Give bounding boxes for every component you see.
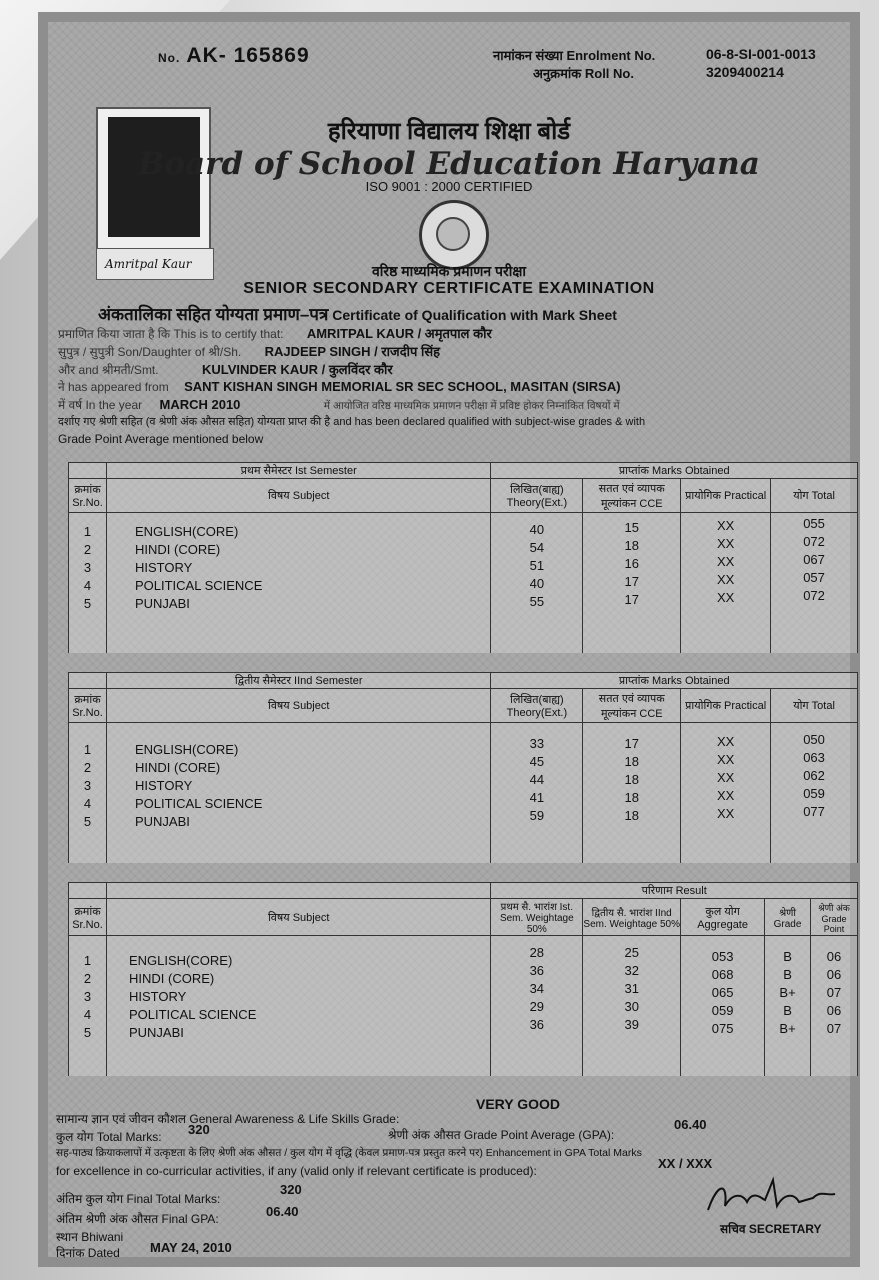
enrolment-label: नामांकन संख्या Enrolment No. [493, 48, 656, 63]
date-label: दिनांक Dated [56, 1246, 120, 1260]
gpa-value: 06.40 [674, 1117, 707, 1132]
table-row: PUNJABI [134, 814, 190, 829]
result-header: परिणाम Result [491, 883, 858, 899]
secretary-label: सचिव SECRETARY [720, 1222, 822, 1236]
exam-title-english: SENIOR SECONDARY CERTIFICATE EXAMINATION [243, 280, 655, 297]
student-signature: Amritpal Kaur [96, 248, 214, 280]
mother-line: और and श्रीमती/Smt. KULVINDER KAUR / कुलविंदर कौर [58, 362, 393, 377]
board-name-hindi: हरियाणा विद्यालय शिक्षा बोर्ड [327, 118, 571, 145]
enhancement-label: सह-पाठ्य क्रियाकलापों में उत्कृष्टता के लिए श्रेणी अंक औसत / कुल योग में वृद्धि (केवल प्रमाण-पत्र प्रस्तुत करने पर) Enhancement in GPA Total Marks [56, 1147, 642, 1159]
semester-2-table: द्वितीय सैमेस्टर IInd Semester प्राप्तांक Marks Obtained क्रमांक Sr.No. विषय Subject लिखित(बाह्य) Theory(Ext.) सतत एवं व्यापक मूल्यांकन CCE प्रायोगिक Practical योग Total 1 2 3 4 5 ENGLISH(CORE) HINDI (CORE) HISTORY POLITICAL SCIENCE PUNJABI 33 45 44 41 59 17 18 18 18 18 XX XX XX XX XX 050 063 062 059 077 [68, 672, 858, 863]
enrolment-value: 06-8-SI-001-0013 [706, 46, 816, 62]
final-total-value: 320 [280, 1182, 302, 1197]
certificate [38, 12, 860, 1267]
table-row: POLITICAL SCIENCE [128, 1007, 257, 1022]
table-row: HINDI (CORE) [134, 542, 221, 557]
sr-header: क्रमांक Sr.No. [69, 479, 107, 513]
table-row: ENGLISH(CORE) [128, 953, 233, 968]
year-line: में वर्ष In the year MARCH 2010 में आयोजित वरिष्ठ माध्यमिक प्रमाणन परीक्षा में प्रविष्ट होकर निम्नांकित विषयों में [58, 397, 620, 412]
total-header: योग Total [771, 479, 858, 513]
cce-header: सतत एवं व्यापक मूल्यांकन CCE [583, 479, 681, 513]
table-row: POLITICAL SCIENCE [134, 578, 263, 593]
sem1-title: प्रथम सैमेस्टर Ist Semester [106, 463, 490, 479]
roll-value: 3209400214 [706, 64, 784, 80]
table-row: HISTORY [128, 989, 187, 1004]
table-row: HISTORY [134, 778, 193, 793]
table-row: HINDI (CORE) [128, 971, 215, 986]
exam-title-hindi: वरिष्ठ माध्यमिक प्रमाणन परीक्षा [371, 263, 526, 279]
place-label: स्थान Bhiwani [56, 1230, 124, 1244]
enhancement-label-2: for excellence in co-curricular activities, if any (valid only if relevant certificate is produced): [56, 1164, 537, 1178]
board-name-english: Board of School Education Haryana [138, 146, 760, 182]
final-gpa-value: 06.40 [266, 1204, 299, 1219]
subject-header: विषय Subject [106, 479, 490, 513]
declaration-line: दर्शाए गए श्रेणी सहित (व श्रेणी अंक औसत सहित) योग्यता प्राप्त की है and has been declared qualified with subject-wise grades & with [58, 416, 646, 428]
certificate-number: No. AK- 165869 [158, 44, 310, 67]
roll-label: अनुक्रमांक Roll No. [533, 66, 634, 81]
school-line: ने has appeared from SANT KISHAN SINGH MEMORIAL SR SEC SCHOOL, MASITAN (SIRSA) [58, 379, 621, 394]
table-row: POLITICAL SCIENCE [134, 796, 263, 811]
total-marks-label: कुल योग Total Marks: [56, 1130, 162, 1144]
certify-line: प्रमाणित किया जाता है कि This is to certify that: AMRITPAL KAUR / अमृतपाल कौर [58, 326, 492, 341]
general-awareness-label: सामान्य ज्ञान एवं जीवन कौशल General Awareness & Life Skills Grade: [56, 1112, 400, 1126]
secretary-signature-icon [703, 1172, 843, 1220]
declaration-line-3: Grade Point Average mentioned below [58, 432, 264, 446]
final-gpa-label: अंतिम श्रेणी अंक औसत Final GPA: [56, 1212, 219, 1226]
iso-certification: ISO 9001 : 2000 CERTIFIED [365, 179, 533, 194]
gpa-label: श्रेणी अंक औसत Grade Point Average (GPA): [388, 1128, 615, 1142]
result-table: परिणाम Result क्रमांक Sr.No. विषय Subject प्रथम सै. भारांश Ist. Sem. Weightage 50% द्वितीय सै. भारांश IInd Sem. Weightage 50% कुल योग Aggregate श्रेणी Grade श्रेणी अंक Grade Point 1 2 3 4 5 ENGLISH(CORE) HINDI (CORE) HISTORY POLITICAL SCIENCE PUNJABI 28 36 34 29 36 25 32 31 30 39 053 068 065 059 075 B B B+ B B+ 06 06 07 06 07 [68, 882, 858, 1076]
date-value: MAY 24, 2010 [150, 1240, 232, 1255]
table-row: ENGLISH(CORE) [134, 742, 239, 757]
table-row: ENGLISH(CORE) [134, 524, 239, 539]
marks-obtained-header: प्राप्तांक Marks Obtained [491, 463, 858, 479]
sem2-title: द्वितीय सैमेस्टर IInd Semester [106, 673, 490, 689]
general-awareness-grade: VERY GOOD [476, 1096, 561, 1112]
table-row: HISTORY [134, 560, 193, 575]
enhancement-value: XX / XXX [658, 1156, 713, 1171]
total-marks-value: 320 [188, 1122, 210, 1137]
father-line: सुपुत्र / सुपुत्री Son/Daughter of श्री/Sh. RAJDEEP SINGH / राजदीप सिंह [58, 344, 441, 359]
final-total-label: अंतिम कुल योग Final Total Marks: [56, 1192, 221, 1206]
table-row: PUNJABI [134, 596, 190, 611]
semester-1-table: प्रथम सैमेस्टर Ist Semester प्राप्तांक Marks Obtained क्रमांक Sr.No. विषय Subject लिखित(बाह्य) Theory(Ext.) सतत एवं व्यापक मूल्यांकन CCE प्रायोगिक Practical योग Total 1 2 3 4 5 ENGLISH(CORE) HINDI (CORE) HISTORY POLITICAL SCIENCE PUNJABI 40 54 51 40 55 15 18 16 17 17 XX XX XX XX XX 055 072 067 057 072 [68, 462, 858, 653]
certificate-title: अंकतालिका सहित योग्यता प्रमाण–पत्र Certificate of Qualification with Mark Sheet [98, 305, 617, 324]
theory-header: लिखित(बाह्य) Theory(Ext.) [491, 479, 583, 513]
table-row: PUNJABI [128, 1025, 184, 1040]
board-seal-icon [419, 200, 489, 270]
table-row: HINDI (CORE) [134, 760, 221, 775]
practical-header: प्रायोगिक Practical [681, 479, 771, 513]
